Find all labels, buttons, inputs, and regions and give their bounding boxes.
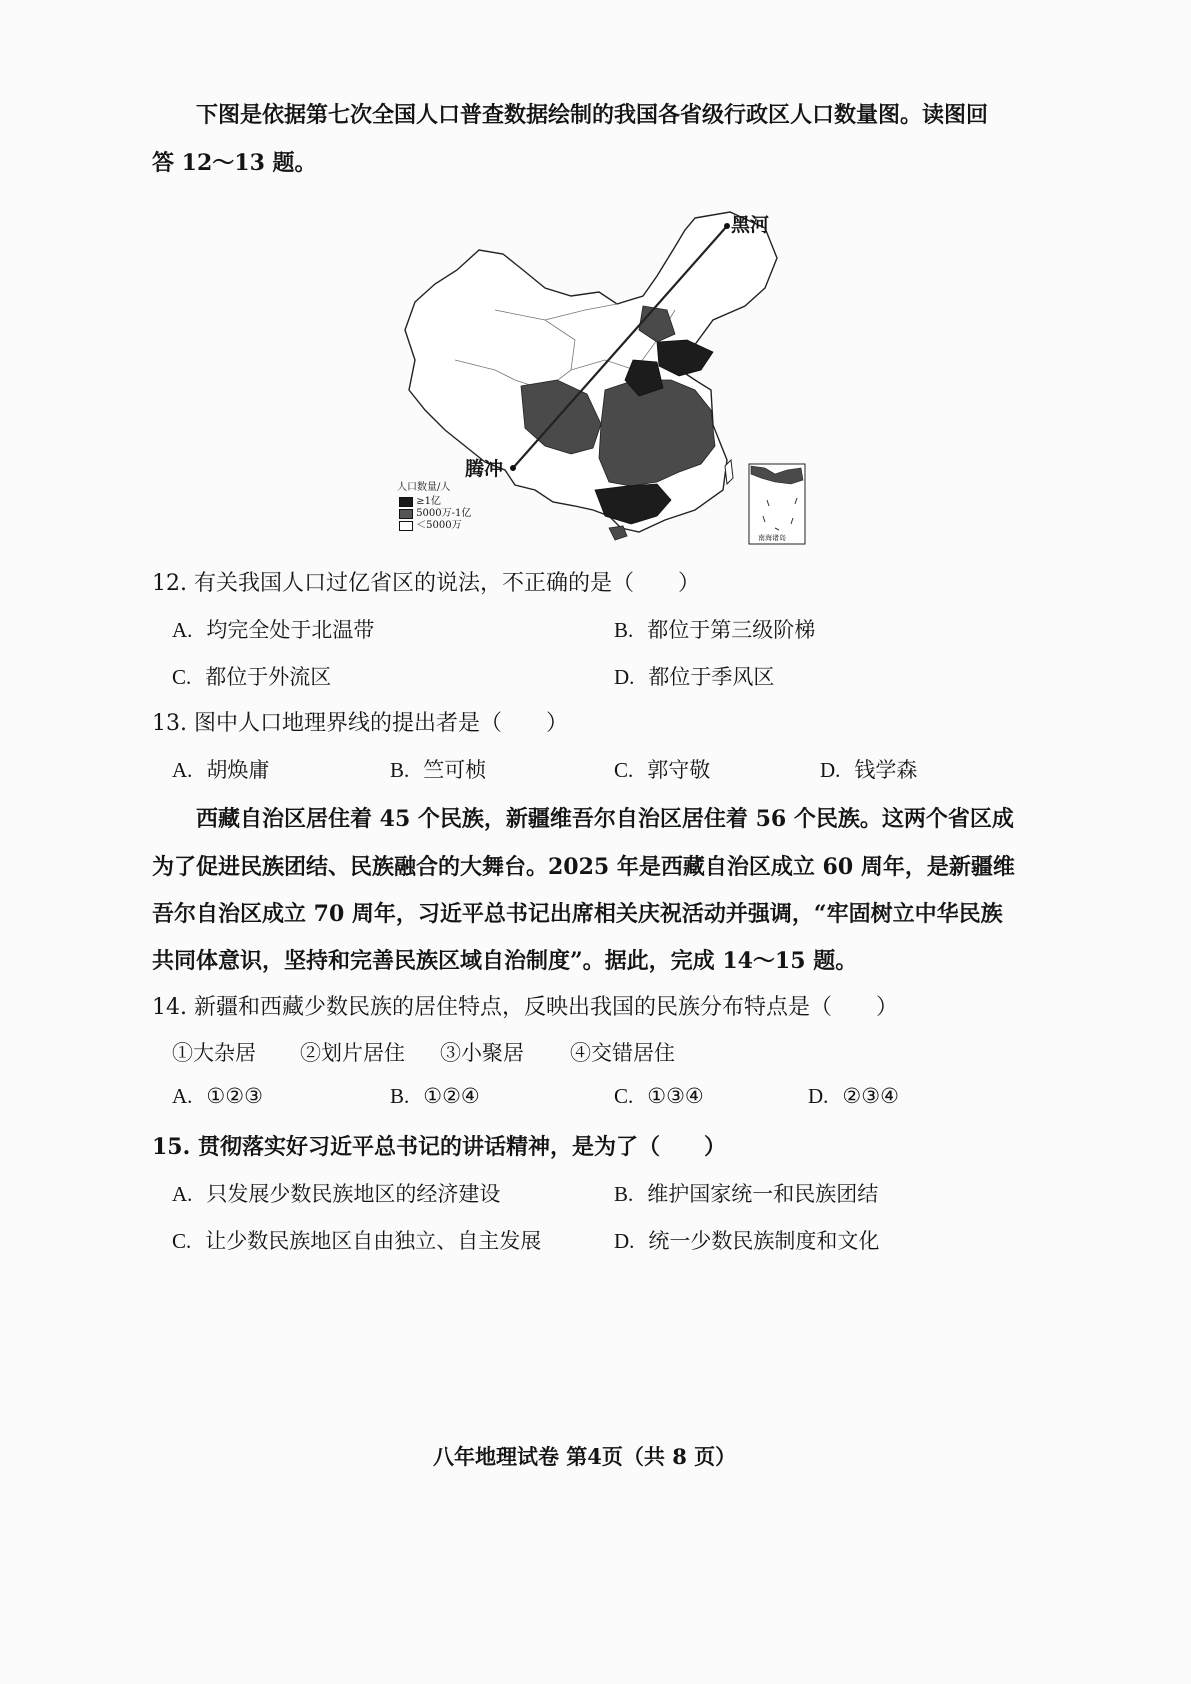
option-key: A. xyxy=(172,618,193,642)
option-text: 钱学森 xyxy=(854,758,918,782)
legend-title: 人口数量/人 xyxy=(397,482,451,493)
option-key: C. xyxy=(614,1084,634,1108)
option-key: A. xyxy=(172,1182,193,1206)
q14-stem xyxy=(152,990,898,1021)
legend-label-mid: 5000万-1亿 xyxy=(416,508,472,519)
q15-text: 贯彻落实好习近平总书记的讲话精神，是为了（ ） xyxy=(197,1134,726,1160)
q12-option-a[interactable] xyxy=(172,614,374,644)
population-map xyxy=(395,210,875,590)
inset-label: 南海诸岛 xyxy=(758,534,786,542)
q14-option-d[interactable] xyxy=(808,1084,899,1109)
option-text: ①②④ xyxy=(423,1084,480,1108)
tengchong-point xyxy=(510,465,516,471)
option-text: ②③④ xyxy=(842,1084,899,1108)
option-key: A. xyxy=(172,1084,193,1108)
option-key: D. xyxy=(614,665,635,689)
page-footer: 八年地理试卷 第4页（共 8 页） xyxy=(433,1444,737,1469)
option-key: D. xyxy=(808,1084,829,1108)
q14-item-3: ③小聚居 xyxy=(440,1041,524,1065)
passage-line-4: 共同体意识，坚持和完善民族区域自治制度”。据此，完成 14～15 题。 xyxy=(152,948,858,974)
legend-label-high: ≥1亿 xyxy=(416,496,441,507)
passage-line-1: 西藏自治区居住着 45 个民族，新疆维吾尔自治区居住着 56 个民族。这两个省区成 xyxy=(196,806,1014,832)
option-key: D. xyxy=(820,758,841,782)
label-tengchong: 腾冲 xyxy=(465,458,504,480)
option-text: 维护国家统一和民族团结 xyxy=(647,1182,879,1206)
option-text: 统一少数民族制度和文化 xyxy=(648,1229,880,1253)
q13-number: 13. xyxy=(152,711,187,736)
option-text: 只发展少数民族地区的经济建设 xyxy=(206,1182,501,1206)
q14-item-1: ①大杂居 xyxy=(172,1041,256,1065)
legend-label-low: ＜5000万 xyxy=(416,520,462,531)
passage-line-3: 吾尔自治区成立 70 周年，习近平总书记出席相关庆祝活动并强调，“牢固树立中华民族 xyxy=(152,901,1003,927)
q12-number: 12. xyxy=(152,571,187,596)
q14-option-a[interactable] xyxy=(172,1084,263,1109)
option-text: 竺可桢 xyxy=(423,758,487,782)
intro-line-2: 答 12～13 题。 xyxy=(152,150,317,176)
q12-option-b[interactable] xyxy=(614,614,815,644)
q15-option-d[interactable] xyxy=(614,1225,879,1255)
q13-text: 图中人口地理界线的提出者是（ ） xyxy=(194,711,569,736)
q14-option-b[interactable] xyxy=(390,1084,480,1109)
option-key: A. xyxy=(172,758,193,782)
q13-option-a[interactable] xyxy=(172,754,269,784)
q15-number: 15. xyxy=(152,1134,191,1160)
heihe-point xyxy=(724,223,730,229)
legend-swatch-low xyxy=(399,521,413,531)
q15-stem xyxy=(152,1130,726,1161)
china-population-map-svg xyxy=(395,210,875,590)
q14-number: 14. xyxy=(152,995,187,1020)
q12-option-d[interactable] xyxy=(614,661,774,691)
q12-stem xyxy=(152,566,700,597)
q14-text: 新疆和西藏少数民族的居住特点，反映出我国的民族分布特点是（ ） xyxy=(194,995,899,1020)
q14-option-c[interactable] xyxy=(614,1084,704,1109)
passage-line-2: 为了促进民族团结、民族融合的大舞台。2025 年是西藏自治区成立 60 周年，是新疆维 xyxy=(152,854,1015,880)
q15-option-c[interactable] xyxy=(172,1225,541,1255)
option-key: B. xyxy=(614,618,634,642)
q12-option-c[interactable] xyxy=(172,661,331,691)
option-key: C. xyxy=(172,1229,192,1253)
option-key: B. xyxy=(614,1182,634,1206)
label-heihe: 黑河 xyxy=(731,214,770,236)
q13-option-c[interactable] xyxy=(614,754,710,784)
q13-option-b[interactable] xyxy=(390,754,486,784)
option-key: B. xyxy=(390,1084,410,1108)
q12-text: 有关我国人口过亿省区的说法，不正确的是（ ） xyxy=(194,571,701,596)
q15-option-a[interactable] xyxy=(172,1178,500,1208)
q13-stem xyxy=(152,706,568,737)
option-text: 都位于第三级阶梯 xyxy=(647,618,816,642)
option-text: ①②③ xyxy=(206,1084,263,1108)
option-key: B. xyxy=(390,758,410,782)
option-text: 均完全处于北温带 xyxy=(206,618,375,642)
option-text: 郭守敬 xyxy=(647,758,711,782)
legend-item-low xyxy=(399,516,462,531)
option-key: D. xyxy=(614,1229,635,1253)
q14-item-4: ④交错居住 xyxy=(570,1041,675,1065)
option-text: ①③④ xyxy=(647,1084,704,1108)
option-text: 都位于季风区 xyxy=(648,665,775,689)
q15-option-b[interactable] xyxy=(614,1178,878,1208)
option-text: 让少数民族地区自由独立、自主发展 xyxy=(205,1229,542,1253)
option-key: C. xyxy=(172,665,192,689)
intro-line-1: 下图是依据第七次全国人口普查数据绘制的我国各省级行政区人口数量图。读图回 xyxy=(196,102,989,128)
option-text: 都位于外流区 xyxy=(205,665,332,689)
q13-option-d[interactable] xyxy=(820,754,917,784)
q14-item-2: ②划片居住 xyxy=(300,1041,405,1065)
option-key: C. xyxy=(614,758,634,782)
option-text: 胡焕庸 xyxy=(206,758,270,782)
china-outline xyxy=(405,212,777,532)
